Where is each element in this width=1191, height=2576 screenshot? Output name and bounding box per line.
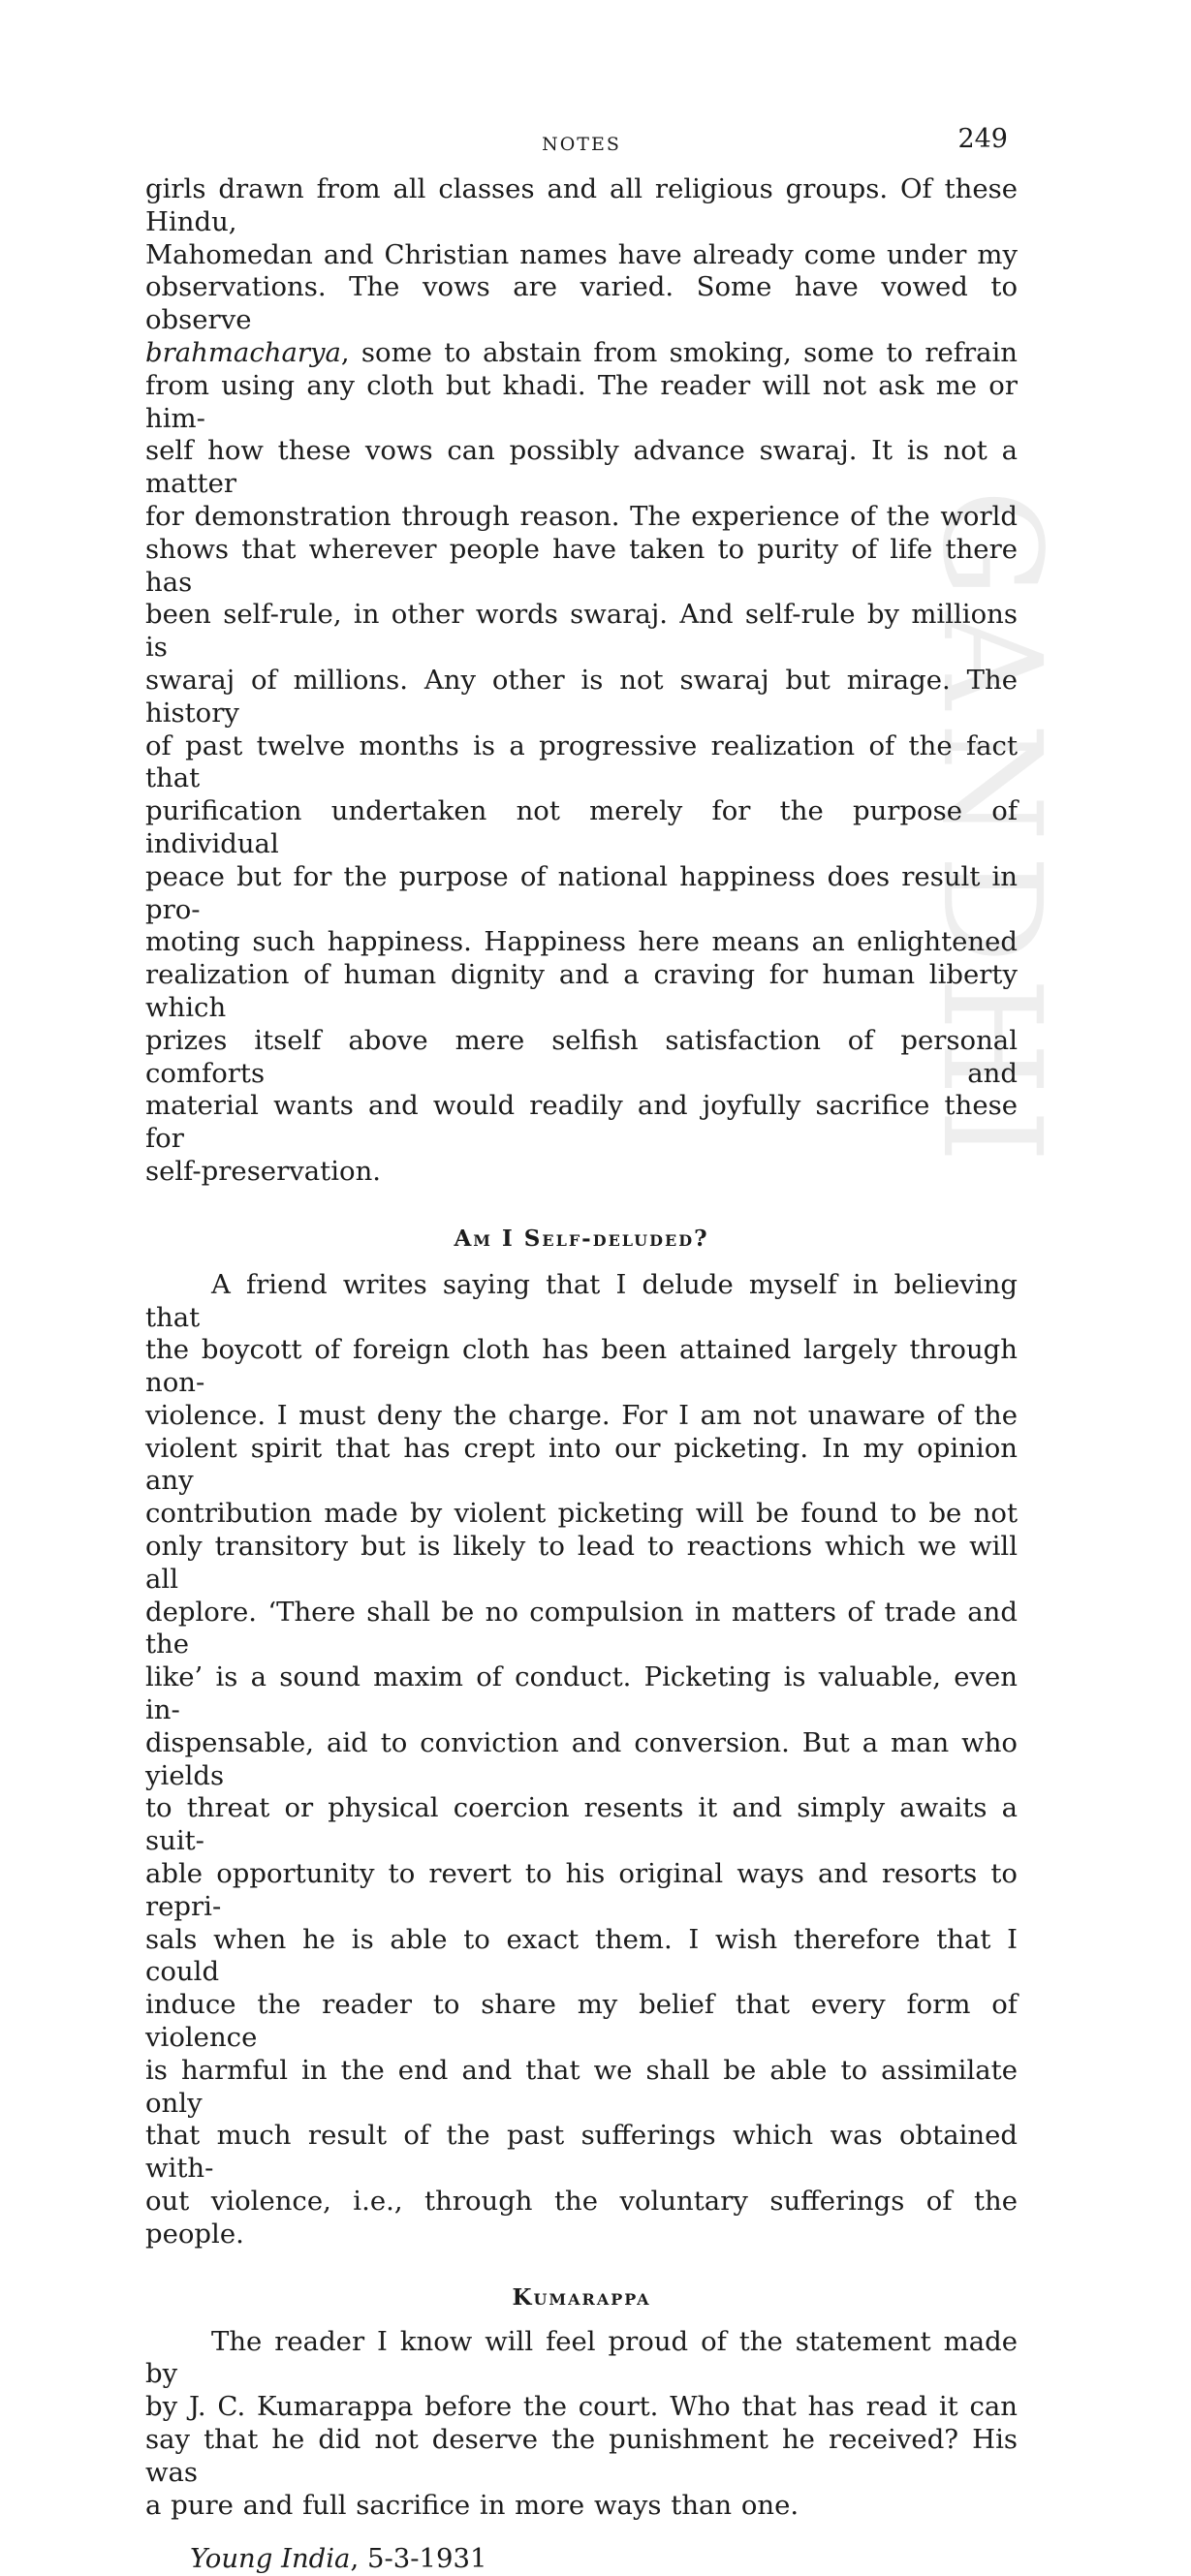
text-line: self how these vows can possibly advance swaraj. It is not a matter <box>145 435 1018 500</box>
text-line: able opportunity to revert to his original ways and resorts to repri- <box>145 1858 1018 1922</box>
paragraph-kumarappa <box>145 2326 1018 2523</box>
text-line: deplore. ‘There shall be no compulsion in matters of trade and the <box>145 1596 1018 1660</box>
text-line: Mahomedan and Christian names have already come under my <box>145 238 1018 270</box>
text-line: realization of human dignity and a craving for human liberty which <box>145 959 1018 1023</box>
text-line: self-preservation. <box>145 1155 382 1187</box>
text-line: observations. The vows are varied. Some have vowed to observe <box>145 271 1018 336</box>
page-number: 249 <box>957 124 1008 154</box>
text-line: like’ is a sound maxim of conduct. Picketing is valuable, even in- <box>145 1661 1018 1726</box>
text-line: to threat or physical coercion resents it and simply awaits a suit- <box>145 1792 1018 1857</box>
source-citation <box>145 2543 1018 2576</box>
section-title-self-deluded: Am I Self-deluded? <box>454 1225 709 1252</box>
text-line: material wants and would readily and joyfully sacrifice these for <box>145 1090 1018 1155</box>
text-line: swaraj of millions. Any other is not swaraj but mirage. The history <box>145 664 1018 729</box>
paragraph-continued <box>145 173 1018 1189</box>
text-line: say that he did not deserve the punishment he received? His was <box>145 2424 1018 2488</box>
text-line: a pure and full sacrifice in more ways than one. <box>145 2489 799 2521</box>
text-line: of past twelve months is a progressive realization of the fact that <box>145 729 1018 794</box>
text-line: dispensable, aid to conviction and conversion. But a man who yields <box>145 1726 1018 1791</box>
text-line: contribution made by violent picketing will be found to be not <box>145 1498 1018 1530</box>
text-line: sals when he is able to exact them. I wish therefore that I could <box>145 1923 1018 1988</box>
text-line: been self-rule, in other words swaraj. And self-rule by millions is <box>145 599 1018 664</box>
text-line: is harmful in the end and that we shall be able to assimilate only <box>145 2054 1018 2119</box>
text-line: by J. C. Kumarappa before the court. Who that has read it can <box>145 2391 1018 2423</box>
source-date: , 5-3-1931 <box>350 2543 487 2575</box>
text-line: the boycott of foreign cloth has been attained largely through non- <box>145 1334 1018 1399</box>
text-line: prizes itself above mere selfish satisfaction of personal comforts and <box>145 1024 1018 1089</box>
page-body <box>145 173 1018 2576</box>
text-line: violence. I must deny the charge. For I am not unaware of the <box>145 1399 1018 1431</box>
paragraph-self-deluded <box>145 1269 1018 2251</box>
text-line: from using any cloth but khadi. The reader will not ask me or him- <box>145 369 1018 434</box>
page-header <box>145 124 1018 163</box>
text-line: only transitory but is likely to lead to reactions which we will all <box>145 1531 1018 1595</box>
text-line: brahmacharya, some to abstain from smoking, some to refrain <box>145 336 1018 368</box>
text-line: induce the reader to share my belief that every form of violence <box>145 1989 1018 2054</box>
running-head: NOTES <box>542 134 621 155</box>
text-line: purification undertaken not merely for the purpose of individual <box>145 795 1018 859</box>
text-line: The reader I know will feel proud of the statement made by <box>145 2325 1018 2390</box>
text-line: shows that wherever people have taken to purity of life there has <box>145 533 1018 598</box>
text-line: that much result of the past sufferings which was obtained with- <box>145 2120 1018 2185</box>
text-line: A friend writes saying that I delude myself in believing that <box>145 1268 1018 1333</box>
text-line: girls drawn from all classes and all religious groups. Of these Hindu, <box>145 173 1018 237</box>
text-line: for demonstration through reason. The experience of the world <box>145 500 1018 532</box>
source-publication: Young India <box>190 2543 351 2575</box>
text-line: moting such happiness. Happiness here means an enlightened <box>145 926 1018 958</box>
text-line: violent spirit that has crept into our picketing. In my opinion any <box>145 1432 1018 1497</box>
text-line: out violence, i.e., through the voluntary sufferings of the people. <box>145 2186 1018 2250</box>
section-title-kumarappa: Kumarappa <box>512 2283 651 2311</box>
watermark-text: GANDHI <box>912 489 1070 1177</box>
text-line: peace but for the purpose of national happiness does result in pro- <box>145 860 1018 925</box>
